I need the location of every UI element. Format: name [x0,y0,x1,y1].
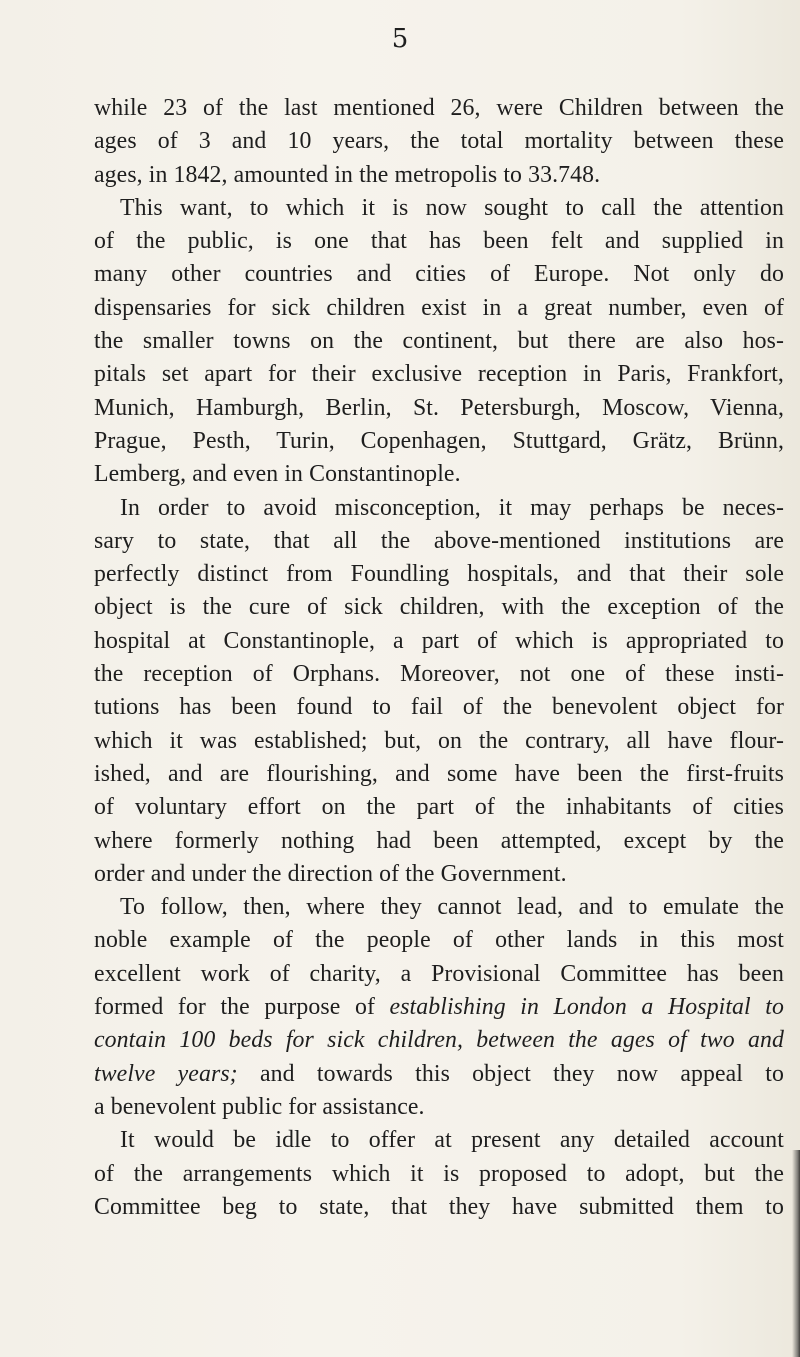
text-line [94,691,784,724]
text-line [94,924,784,957]
text-line [94,458,784,491]
text-run: This want, to which it is now sought to call the attention [120,194,784,221]
text-line [94,425,784,458]
text-run: Committee beg to state, that they have submitted them to [94,1193,784,1220]
text-run: Prague, Pesth, Turin, Copenhagen, Stuttgard, Grätz, Brünn, [94,427,784,454]
text-run: hospital at Constantinople, a part of which is appropriated to [94,627,784,654]
text-line [94,258,784,291]
italic-run: establishing in London a Hospital to [389,994,784,1021]
text-line [94,1058,784,1091]
text-line [94,825,784,858]
text-run: object is the cure of sick children, with the exception of the [94,594,784,621]
text-run: the reception of Orphans. Moreover, not one of these insti- [94,661,784,688]
text-run: pitals set apart for their exclusive reception in Paris, Frankfort, [94,361,784,388]
page-edge-shadow [792,1150,800,1357]
text-line [94,1158,784,1191]
text-line [94,492,784,525]
text-run: many other countries and cities of Europe. Not only do [94,261,784,288]
text-line [94,358,784,391]
text-line [94,1191,784,1224]
text-run: and towards this object they now appeal to [237,1060,784,1087]
text-run: It would be idle to offer at present any detailed account [120,1127,784,1154]
text-line [94,758,784,791]
text-line [94,1024,784,1057]
text-line [94,958,784,991]
text-line [94,392,784,425]
text-run: order and under the direction of the Government. [94,860,567,887]
text-run: dispensaries for sick children exist in a great number, even of [94,294,784,321]
text-run: a benevolent public for assistance. [94,1093,425,1120]
italic-run: twelve years; [94,1060,238,1087]
text-run: formed for the purpose of [94,994,390,1021]
text-run: of voluntary effort on the part of the inhabitants of cities [94,794,784,821]
text-run: tutions has been found to fail of the benevolent object for [94,694,784,721]
text-run: sary to state, that all the above-mentioned institutions are [94,527,784,554]
text-line [94,292,784,325]
text-run: ages, in 1842, amounted in the metropolis to 33.748. [94,161,601,188]
text-line [94,658,784,691]
text-line [94,591,784,624]
text-line [94,325,784,358]
text-line [94,625,784,658]
text-run: of the arrangements which it is proposed to adopt, but the [94,1160,784,1187]
text-run: of the public, is one that has been felt and supplied in [94,228,784,255]
text-line [94,1124,784,1157]
text-run: In order to avoid misconception, it may perhaps be neces- [120,494,784,521]
text-run: perfectly distinct from Foundling hospitals, and that their sole [94,561,784,588]
text-line [94,92,784,125]
italic-run: contain 100 beds for sick children, between the ages of two and [94,1027,784,1054]
text-run: Lemberg, and even in Constantinople. [94,461,461,488]
text-line [94,558,784,591]
text-run: Munich, Hamburgh, Berlin, St. Petersburgh, Moscow, Vienna, [94,394,784,421]
text-line [94,891,784,924]
text-run: the smaller towns on the continent, but there are also hos- [94,328,784,355]
text-line [94,1091,784,1124]
text-run: which it was established; but, on the contrary, all have flour- [94,727,784,754]
text-line [94,525,784,558]
text-line [94,991,784,1024]
text-run: while 23 of the last mentioned 26, were Children between the [94,95,784,121]
text-line [94,159,784,192]
text-line [94,125,784,158]
text-run: excellent work of charity, a Provisional Committee has been [94,960,784,987]
text-run: ished, and are flourishing, and some have been the first-fruits [94,760,784,787]
page-number: 5 [391,24,409,54]
text-run: ages of 3 and 10 years, the total mortality between these [94,128,784,155]
text-run: To follow, then, where they cannot lead, and to emulate the [120,894,784,921]
text-run: noble example of the people of other lands in this most [94,927,784,954]
text-line [94,791,784,824]
text-line [94,858,784,891]
text-line [94,725,784,758]
text-line [94,192,784,225]
text-line [94,225,784,258]
text-run: where formerly nothing had been attempted, except by the [94,827,784,854]
body-text [94,92,784,1224]
